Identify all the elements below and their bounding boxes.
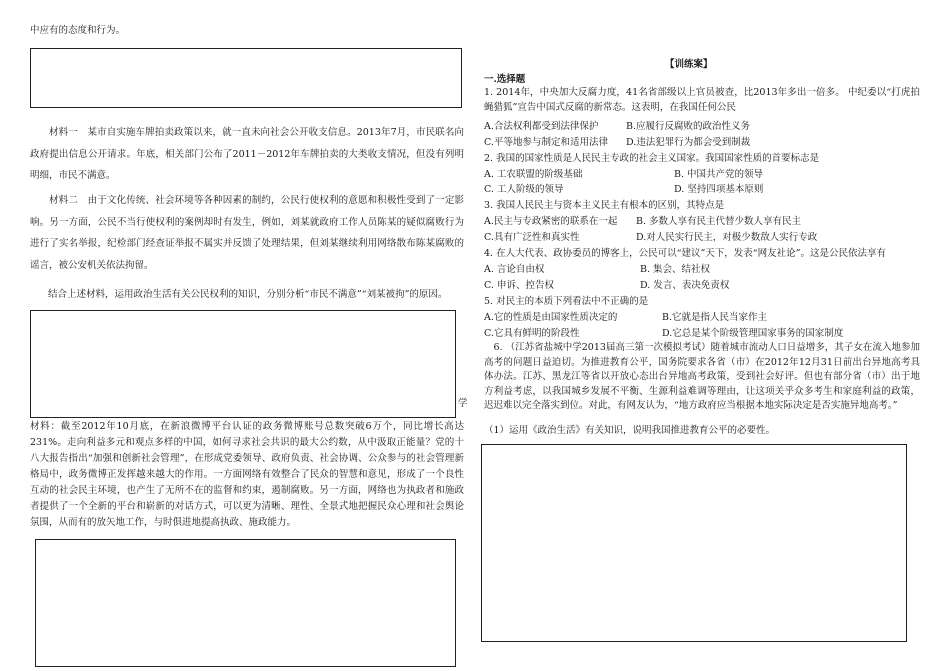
q4-option-c[interactable]: C. 申诉、控告权	[484, 280, 554, 291]
question-text: 结合上述材料，运用政治生活有关公民权利的知识，分别分析“市民不满意”“刘某被拘”的原因。	[48, 289, 448, 300]
material-1: 材料一 某市自实施车牌拍卖政策以来，就一直未向社会公开收支信息。2013年7月，市民联名向政府提出信息公开请求。年底，相关部门公布了2011－2012年车牌拍卖的大类收支情况，但没有列明明细，市民不满意。	[30, 127, 464, 181]
q5-option-c[interactable]: C.它具有鲜明的阶段性	[484, 328, 580, 339]
q4-stem: 4. 在人大代表、政协委员的博客上，公民可以“建议”天下，发表“网友社论”。这是公民依法享有	[484, 248, 887, 259]
q6-subquestion: （1）运用《政治生活》有关知识，说明我国推进教育公平的必要性。	[484, 425, 776, 436]
q3-option-b[interactable]: B. 多数人享有民主代替少数人享有民主	[636, 216, 802, 227]
q1-option-b[interactable]: B.应履行反腐败的政治性义务	[626, 121, 751, 132]
material-2: 材料二 由于文化传统、社会环境等各种因素的制约，公民行使权利的意愿和积极性受到了一定影响。另一方面，公民不当行使权利的案例却时有发生，例如，刘某就政府工作人员陈某的疑似腐败行为进行了实名举报，纪检部门经查证举报不属实并反馈了处理结果，但刘某继续利用网络散布陈某腐败的谣言，被公安机关依法拘留。	[30, 195, 464, 271]
q5-option-d[interactable]: D.它总是某个阶级管理国家事务的国家制度	[662, 328, 844, 339]
q6-stem: 6. （江苏省盐城中学2013届高三第一次模拟考试）随着城市流动人口日益增多，其子女在流入地参加高考的问题日益迫切。为推进教育公平，国务院要求各省（市）在2012年12月31日前出台异地高考具体办法。江苏、黑龙江等省以开放心态出台异地高考政策，受到社会好评。但也有部分省（市）出于地方利益考虑，以我国城乡发展不平衡、生源利益难调等理由，让这项关乎众多考生和家庭利益的政策，迟迟难以完全落实到位。对此，有网友认为，“地方政府应当根据本地实际决定是否实施异地高考。”	[484, 342, 920, 411]
answer-box-2[interactable]	[30, 310, 456, 418]
q3-option-d[interactable]: D.对人民实行民主，对极少数敌人实行专政	[636, 232, 818, 243]
q5-stem: 5. 对民主的本质下列看法中不正确的是	[484, 296, 649, 307]
section-title: 一.选择题	[484, 74, 526, 85]
answer-box-1[interactable]	[30, 48, 462, 108]
q1-stem: 1. 2014年，中央加大反腐力度，41名省部级以上官员被查，比2013年多出一倍多。 中纪委以“打虎拍蝇猎狐”宣告中国式反腐的新常态。这表明，在我国任何公民	[484, 87, 920, 113]
intro-tail-text: 中应有的态度和行为。	[30, 25, 126, 36]
q4-option-d[interactable]: D. 发言、表决免责权	[640, 280, 730, 291]
q3-stem: 3. 我国人民民主与资本主义民主有根本的区别，其特点是	[484, 200, 725, 211]
q3-option-c[interactable]: C.具有广泛性和真实性	[484, 232, 580, 243]
q1-option-c[interactable]: C.平等地参与制定和适用法律	[484, 137, 608, 148]
q5-option-a[interactable]: A.它的性质是由国家性质决定的	[484, 312, 618, 323]
q1-option-a[interactable]: A.合法权利都受到法律保护	[484, 121, 599, 132]
q2-option-b[interactable]: B. 中国共产党的领导	[674, 169, 764, 180]
hidden-fragment-right: 学	[458, 398, 468, 409]
q4-option-b[interactable]: B. 集会、结社权	[640, 264, 711, 275]
q3-option-a[interactable]: A.民主与专政紧密的联系在一起	[484, 216, 618, 227]
training-header: 【训练案】	[665, 59, 713, 70]
q2-stem: 2. 我国的国家性质是人民民主专政的社会主义国家。我国国家性质的首要标志是	[484, 153, 820, 164]
q4-option-a[interactable]: A. 言论自由权	[484, 264, 545, 275]
q1-option-d[interactable]: D.违法犯罪行为都会受到制裁	[626, 137, 751, 148]
answer-box-3[interactable]	[35, 539, 456, 667]
answer-box-4[interactable]	[481, 444, 907, 642]
material-3: 材料：截至2012年10月底，在新浪微博平台认证的政务微博账号总数突破6万个，同比增长高达231%。走向利益多元和观点多样的中国，如何寻求社会共识的最大公约数，从中汲取正能量？党的十八大报告指出“加强和创新社会管理”，在形成党委领导、政府负责、社会协调、公众参与的社会管理新格局中，政务微博正发挥越来越大的作用。一方面网络有效整合了民众的智慧和意见，形成了一个良性互动的社会民主环境，也产生了无所不在的监督和约束，遏制腐败。另一方面，网络也为执政者和施政者提供了一个全新的平台和崭新的对话方式，可以更为清晰、理性、全景式地把握民众心理和社会舆论氛围，从而有的放矢地工作，与时俱进地提高执政、施政能力。	[30, 421, 464, 528]
q2-option-c[interactable]: C. 工人阶级的领导	[484, 184, 564, 195]
q5-option-b[interactable]: B.它就是指人民当家作主	[662, 312, 768, 323]
q2-option-d[interactable]: D. 坚持四项基本原则	[674, 184, 764, 195]
q2-option-a[interactable]: A. 工农联盟的阶级基础	[484, 169, 583, 180]
